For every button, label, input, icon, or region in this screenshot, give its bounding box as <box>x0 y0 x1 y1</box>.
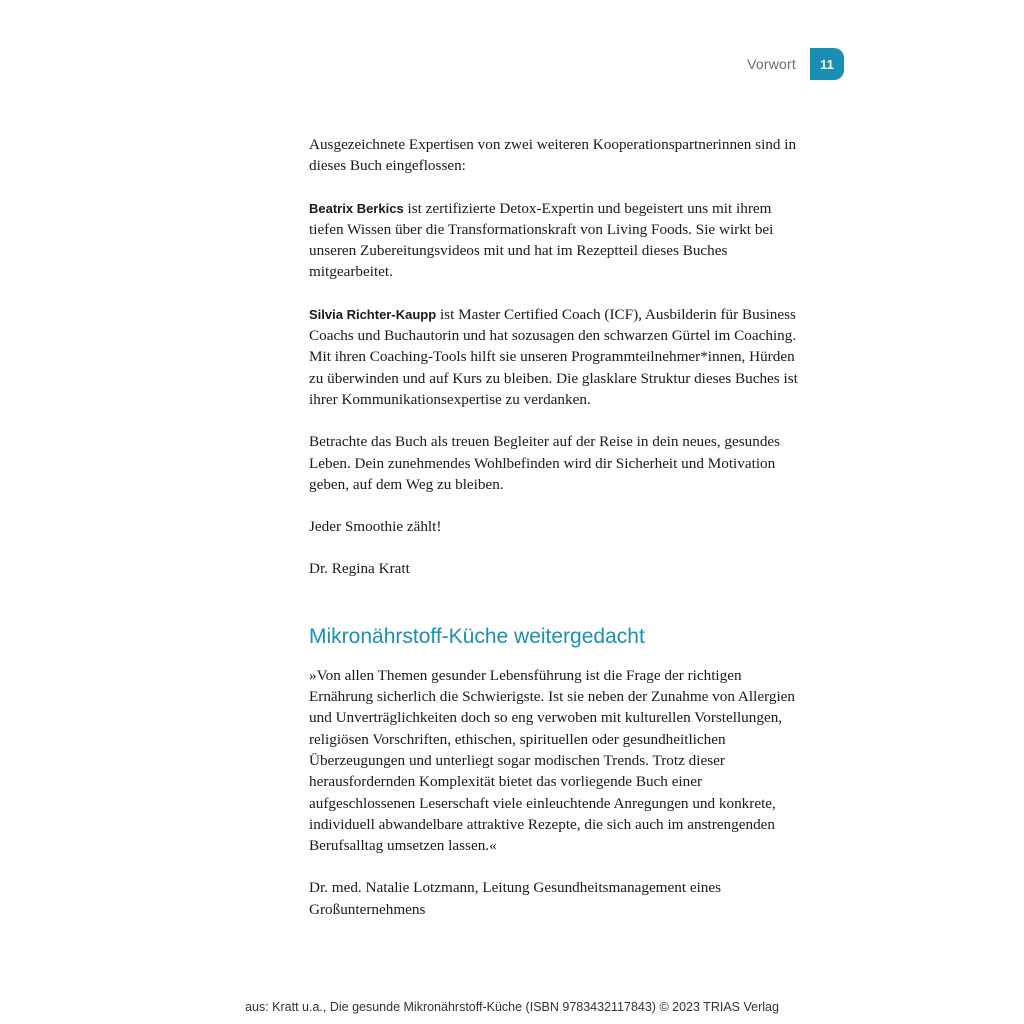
running-head <box>0 48 844 80</box>
source-footer: aus: Kratt u.a., Die gesunde Mikronährstoff-Küche (ISBN 9783432117843) © 2023 TRIAS Verlag <box>245 1000 779 1014</box>
paragraph-text: ist Master Certified Coach (ICF), Ausbilderin für Business Coachs und Buchautorin und hat sozusagen den schwarzen Gürtel im Coaching. Mit ihren Coaching-Tools hilft sie unseren Programmteilnehmer*innen, Hürden zu überwinden und auf Kurs zu bleiben. Die glasklare Struktur dieses Buches ist ihrer Kommunikationsexpertise zu verdanken. <box>309 305 798 408</box>
quote-paragraph: »Von allen Themen gesunder Lebensführung ist die Frage der richtigen Ernährung sicherlich die Schwierigste. Ist sie neben der Zunahme von Allergien und Unverträglichkeiten doch so eng verwoben mit kulturellen Vorstellungen, religiösen Vorschriften, ethischen, spirituellen oder gesundheitlichen Überzeugungen und unterliegt sogar modischen Trends. Trotz dieser herausfordernden Komplexität bietet das vorliegende Buch einer aufgeschlossenen Leserschaft viele einleuchtende Anregungen und konkrete, individuell abwandelbare attraktive Rezepte, die sich auch im anstrengenden Berufsalltag umsetzen lassen.« <box>309 666 795 855</box>
signature: Dr. Regina Kratt <box>309 560 410 578</box>
person-name: Silvia Richter-Kaupp <box>309 306 437 322</box>
richter-kaupp-paragraph <box>309 304 799 410</box>
companion-paragraph: Betrachte das Buch als treuen Begleiter auf der Reise in dein neues, gesundes Leben. Dein zunehmendes Wohlbefinden wird dir Sicherheit und Motivation geben, auf dem Weg zu bleiben. <box>309 433 781 493</box>
berkics-paragraph <box>309 198 799 283</box>
paragraph-text: ist zertifizierte Detox-Expertin und begeistert uns mit ihrem tiefen Wissen über die Transformationskraft von Living Foods. Sie wirkt bei unseren Zubereitungsvideos mit und hat im Rezeptteil dieses Buches mitgearbeitet. <box>309 199 774 281</box>
section-heading: Mikronährstoff-Küche weitergedacht <box>309 624 645 648</box>
quote-attribution: Dr. med. Natalie Lotzmann, Leitung Gesundheitsmanagement eines Großunternehmens <box>309 879 722 918</box>
person-name: Beatrix Berkics <box>309 200 404 216</box>
motto-paragraph: Jeder Smoothie zählt! <box>309 518 442 536</box>
page-content <box>309 134 799 941</box>
page-number-badge: 11 <box>810 48 844 80</box>
intro-paragraph: Ausgezeichnete Expertisen von zwei weiteren Kooperationspartnerinnen sind in dieses Buch eingeflossen: <box>309 136 797 175</box>
section-label: Vorwort <box>747 56 796 72</box>
